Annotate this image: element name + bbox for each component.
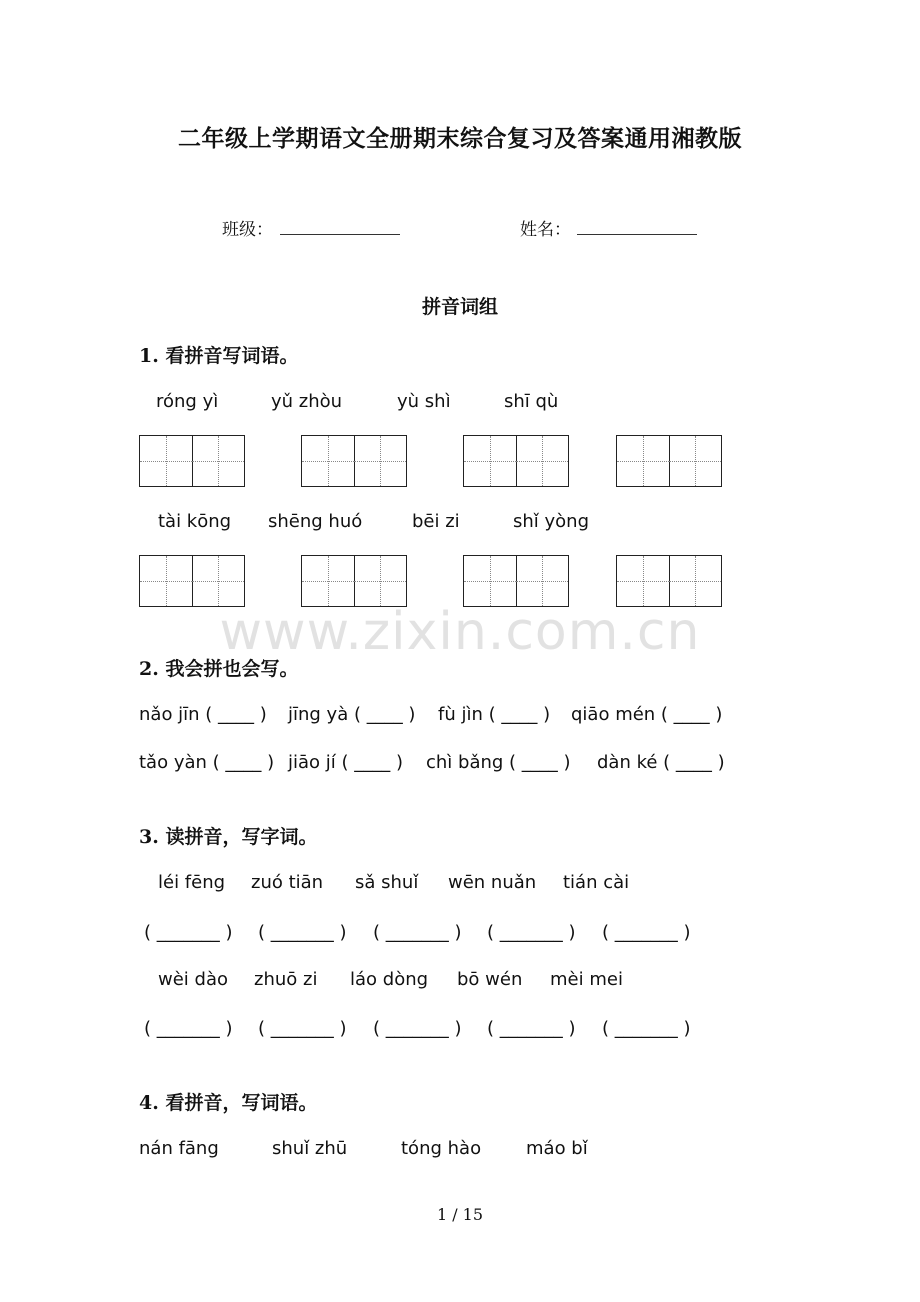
answer-blank[interactable]: ( _______ ) bbox=[373, 1018, 462, 1039]
fill-item[interactable]: tǎo yàn ( ____ ) bbox=[139, 752, 275, 773]
writing-grid[interactable] bbox=[616, 555, 722, 607]
name-field[interactable] bbox=[577, 234, 697, 235]
question-1-heading: 1. 看拼音写词语。 bbox=[139, 345, 299, 367]
pinyin-item: láo dòng bbox=[350, 969, 429, 990]
fill-item[interactable]: jīng yà ( ____ ) bbox=[288, 704, 416, 725]
answer-blank[interactable]: ( _______ ) bbox=[373, 922, 462, 943]
section-title: 拼音词组 bbox=[421, 296, 498, 318]
class-field[interactable] bbox=[280, 234, 400, 235]
answer-blank[interactable]: ( _______ ) bbox=[487, 1018, 576, 1039]
pinyin-item: bēi zi bbox=[412, 511, 460, 532]
fill-item[interactable]: qiāo mén ( ____ ) bbox=[571, 704, 723, 725]
writing-grid[interactable] bbox=[139, 435, 245, 487]
watermark: www.zixin.com.cn bbox=[219, 602, 701, 662]
pinyin-item: yù shì bbox=[397, 391, 451, 412]
writing-grid[interactable] bbox=[463, 555, 569, 607]
fill-item[interactable]: dàn ké ( ____ ) bbox=[597, 752, 725, 773]
page-number: 1 / 15 bbox=[436, 1205, 484, 1224]
pinyin-item: zhuō zi bbox=[254, 969, 318, 990]
fill-item[interactable]: nǎo jīn ( ____ ) bbox=[139, 704, 267, 725]
fill-item[interactable]: jiāo jí ( ____ ) bbox=[288, 752, 403, 773]
answer-blank[interactable]: ( _______ ) bbox=[144, 1018, 233, 1039]
pinyin-item: wèi dào bbox=[158, 969, 228, 990]
writing-grid[interactable] bbox=[139, 555, 245, 607]
pinyin-item: máo bǐ bbox=[526, 1138, 588, 1159]
fill-item[interactable]: fù jìn ( ____ ) bbox=[438, 704, 551, 725]
pinyin-item: mèi mei bbox=[550, 969, 623, 990]
answer-blank[interactable]: ( _______ ) bbox=[602, 922, 691, 943]
pinyin-item: léi fēng bbox=[158, 872, 226, 893]
pinyin-item: róng yì bbox=[156, 391, 219, 412]
document-title: 二年级上学期语文全册期末综合复习及答案通用湘教版 bbox=[178, 125, 742, 152]
pinyin-item: tài kōng bbox=[158, 511, 232, 532]
pinyin-item: bō wén bbox=[457, 969, 523, 990]
answer-blank[interactable]: ( _______ ) bbox=[602, 1018, 691, 1039]
question-4-heading: 4. 看拼音，写词语。 bbox=[139, 1092, 318, 1114]
pinyin-item: shǐ yòng bbox=[513, 511, 590, 532]
pinyin-item: sǎ shuǐ bbox=[355, 872, 419, 893]
question-2-heading: 2. 我会拼也会写。 bbox=[139, 658, 299, 680]
pinyin-item: shēng huó bbox=[268, 511, 363, 532]
writing-grid[interactable] bbox=[463, 435, 569, 487]
answer-blank[interactable]: ( _______ ) bbox=[487, 922, 576, 943]
fill-item[interactable]: chì bǎng ( ____ ) bbox=[426, 752, 571, 773]
pinyin-item: shī qù bbox=[504, 391, 559, 412]
pinyin-item: tóng hào bbox=[401, 1138, 482, 1159]
writing-grid[interactable] bbox=[616, 435, 722, 487]
writing-grid[interactable] bbox=[301, 555, 407, 607]
name-label: 姓名： bbox=[520, 220, 571, 240]
pinyin-item: tián cài bbox=[563, 872, 630, 893]
class-label: 班级： bbox=[222, 220, 273, 240]
question-3-heading: 3. 读拼音，写字词。 bbox=[139, 826, 318, 848]
answer-blank[interactable]: ( _______ ) bbox=[258, 922, 347, 943]
pinyin-item: yǔ zhòu bbox=[271, 391, 343, 412]
writing-grid[interactable] bbox=[301, 435, 407, 487]
pinyin-item: wēn nuǎn bbox=[448, 872, 537, 893]
answer-blank[interactable]: ( _______ ) bbox=[258, 1018, 347, 1039]
pinyin-item: shuǐ zhū bbox=[272, 1138, 348, 1159]
answer-blank[interactable]: ( _______ ) bbox=[144, 922, 233, 943]
pinyin-item: nán fāng bbox=[139, 1138, 219, 1159]
pinyin-item: zuó tiān bbox=[251, 872, 324, 893]
